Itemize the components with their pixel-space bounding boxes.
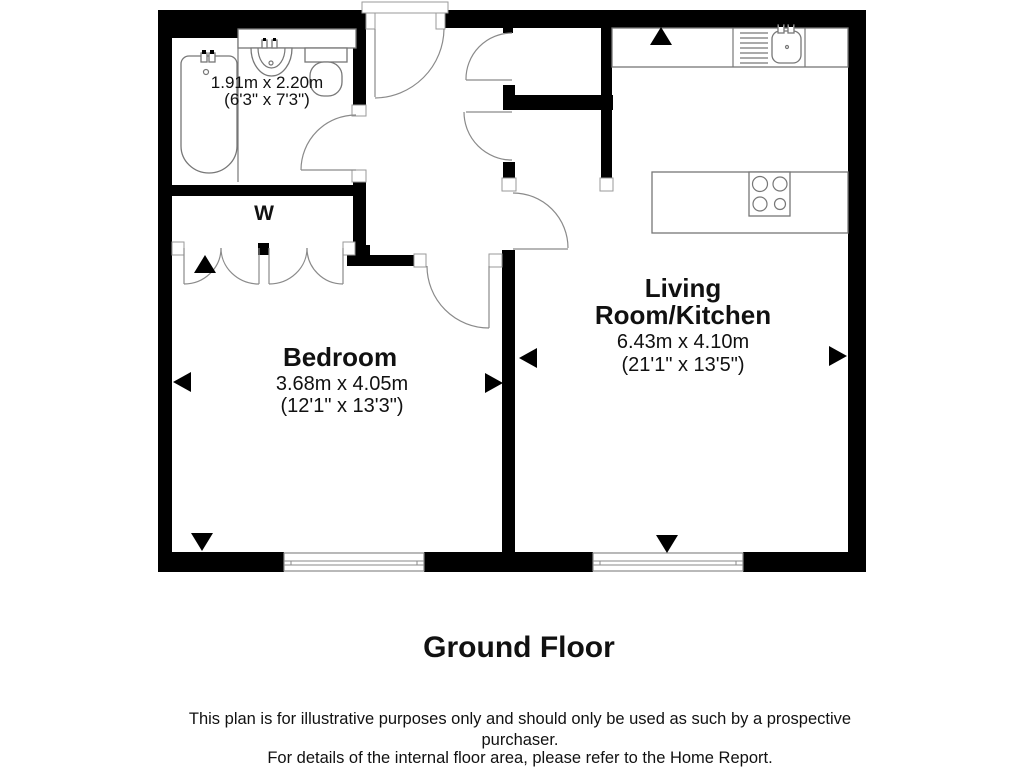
wardrobe-jamb-left <box>172 242 184 255</box>
arrow-down-bedroom <box>191 533 213 551</box>
wall-bottom-left <box>158 552 284 572</box>
cupboard-door-top <box>466 33 512 80</box>
basin-tap-left <box>262 40 267 48</box>
arrow-up-bedroom <box>194 255 216 273</box>
bathroom-shelf <box>238 29 356 48</box>
basin-tap-tip-right <box>273 38 276 41</box>
bedroom-dimensions-metric: 3.68m x 4.05m <box>275 373 409 395</box>
basin-tap-right <box>272 40 277 48</box>
arrow-right-bedroom <box>485 373 503 393</box>
wall-bottom-right <box>743 552 866 572</box>
living-room-dimensions-imperial: (21'1" x 13'5") <box>621 354 745 376</box>
bathroom-door <box>301 115 356 170</box>
kitchen-tap-tip-left <box>779 23 783 27</box>
entrance-jamb-right <box>436 13 445 29</box>
basin-tap-tip-left <box>263 38 266 41</box>
wall-interior-bedroom-living <box>502 250 515 552</box>
wall-stub-cupboard-bottom <box>503 162 515 178</box>
arrow-left-bedroom <box>173 372 191 392</box>
wall-stub-cupboard-top <box>503 23 513 33</box>
entrance-door <box>375 29 444 98</box>
wall-right <box>848 10 866 572</box>
kitchen-wall-jamb <box>600 178 613 191</box>
wall-bottom-middle <box>424 552 593 572</box>
wardrobe-jamb-right <box>343 242 355 255</box>
bathtub-tap-tip-left <box>202 50 206 54</box>
wall-bathroom-bottom <box>158 185 365 196</box>
kitchen-sink <box>772 31 801 63</box>
bedroom-name: Bedroom <box>282 342 398 372</box>
wardrobe-label: W <box>254 202 274 225</box>
toilet-cistern <box>305 48 347 62</box>
living-room-window <box>593 553 743 571</box>
living-room-name-line2: Room/Kitchen <box>594 300 772 330</box>
disclaimer-line-1: This plan is for illustrative purposes only and should only be used as such by a prospective <box>188 710 852 728</box>
bathtub-tap-left <box>201 53 207 62</box>
wall-left <box>158 10 172 572</box>
bathroom-dimensions-imperial: (6'3" x 7'3") <box>224 90 310 109</box>
disclaimer-line-3: For details of the internal floor area, please refer to the Home Report. <box>267 749 773 767</box>
living-door-jamb <box>502 178 516 191</box>
bedroom-door-jamb-right <box>489 254 502 267</box>
kitchen-counter <box>612 28 848 67</box>
kitchen-fixtures <box>612 23 848 233</box>
wall-hall-kitchen <box>512 95 613 110</box>
bedroom-dimensions-imperial: (12'1" x 13'3") <box>280 395 404 417</box>
wall-bedroom-top <box>370 255 414 266</box>
living-room-dimensions-metric: 6.43m x 4.10m <box>616 331 750 353</box>
disclaimer-line-2: purchaser. <box>481 731 559 749</box>
bedroom-door-jamb-left <box>414 254 426 267</box>
bathroom-door-jamb-bottom <box>352 170 366 182</box>
arrow-left-living <box>519 348 537 368</box>
bedroom-window <box>284 553 424 571</box>
bathroom-door-jamb-top <box>352 105 366 116</box>
living-room-door <box>513 193 568 249</box>
entrance-porch <box>362 2 448 13</box>
kitchen-tap-tip-right <box>789 23 793 27</box>
arrow-down-living <box>656 535 678 553</box>
arrow-right-living <box>829 346 847 366</box>
bathtub-tap-right <box>209 53 215 62</box>
cupboard-door-bottom <box>464 112 512 160</box>
bedroom-door <box>427 266 489 328</box>
draining-board <box>740 33 768 63</box>
bathroom-dimensions-metric: 1.91m x 2.20m <box>210 73 324 92</box>
living-room-name-line1: Living <box>644 273 722 303</box>
wall-kitchen-left <box>601 23 612 178</box>
entrance-jamb-left <box>366 13 375 29</box>
wall-stub-cupboard-mid <box>503 85 515 110</box>
wardrobe-center-peg <box>258 243 269 255</box>
bathtub-tap-tip-right <box>210 50 214 54</box>
basin-outer <box>251 48 292 76</box>
floor-title: Ground Floor <box>423 631 615 664</box>
